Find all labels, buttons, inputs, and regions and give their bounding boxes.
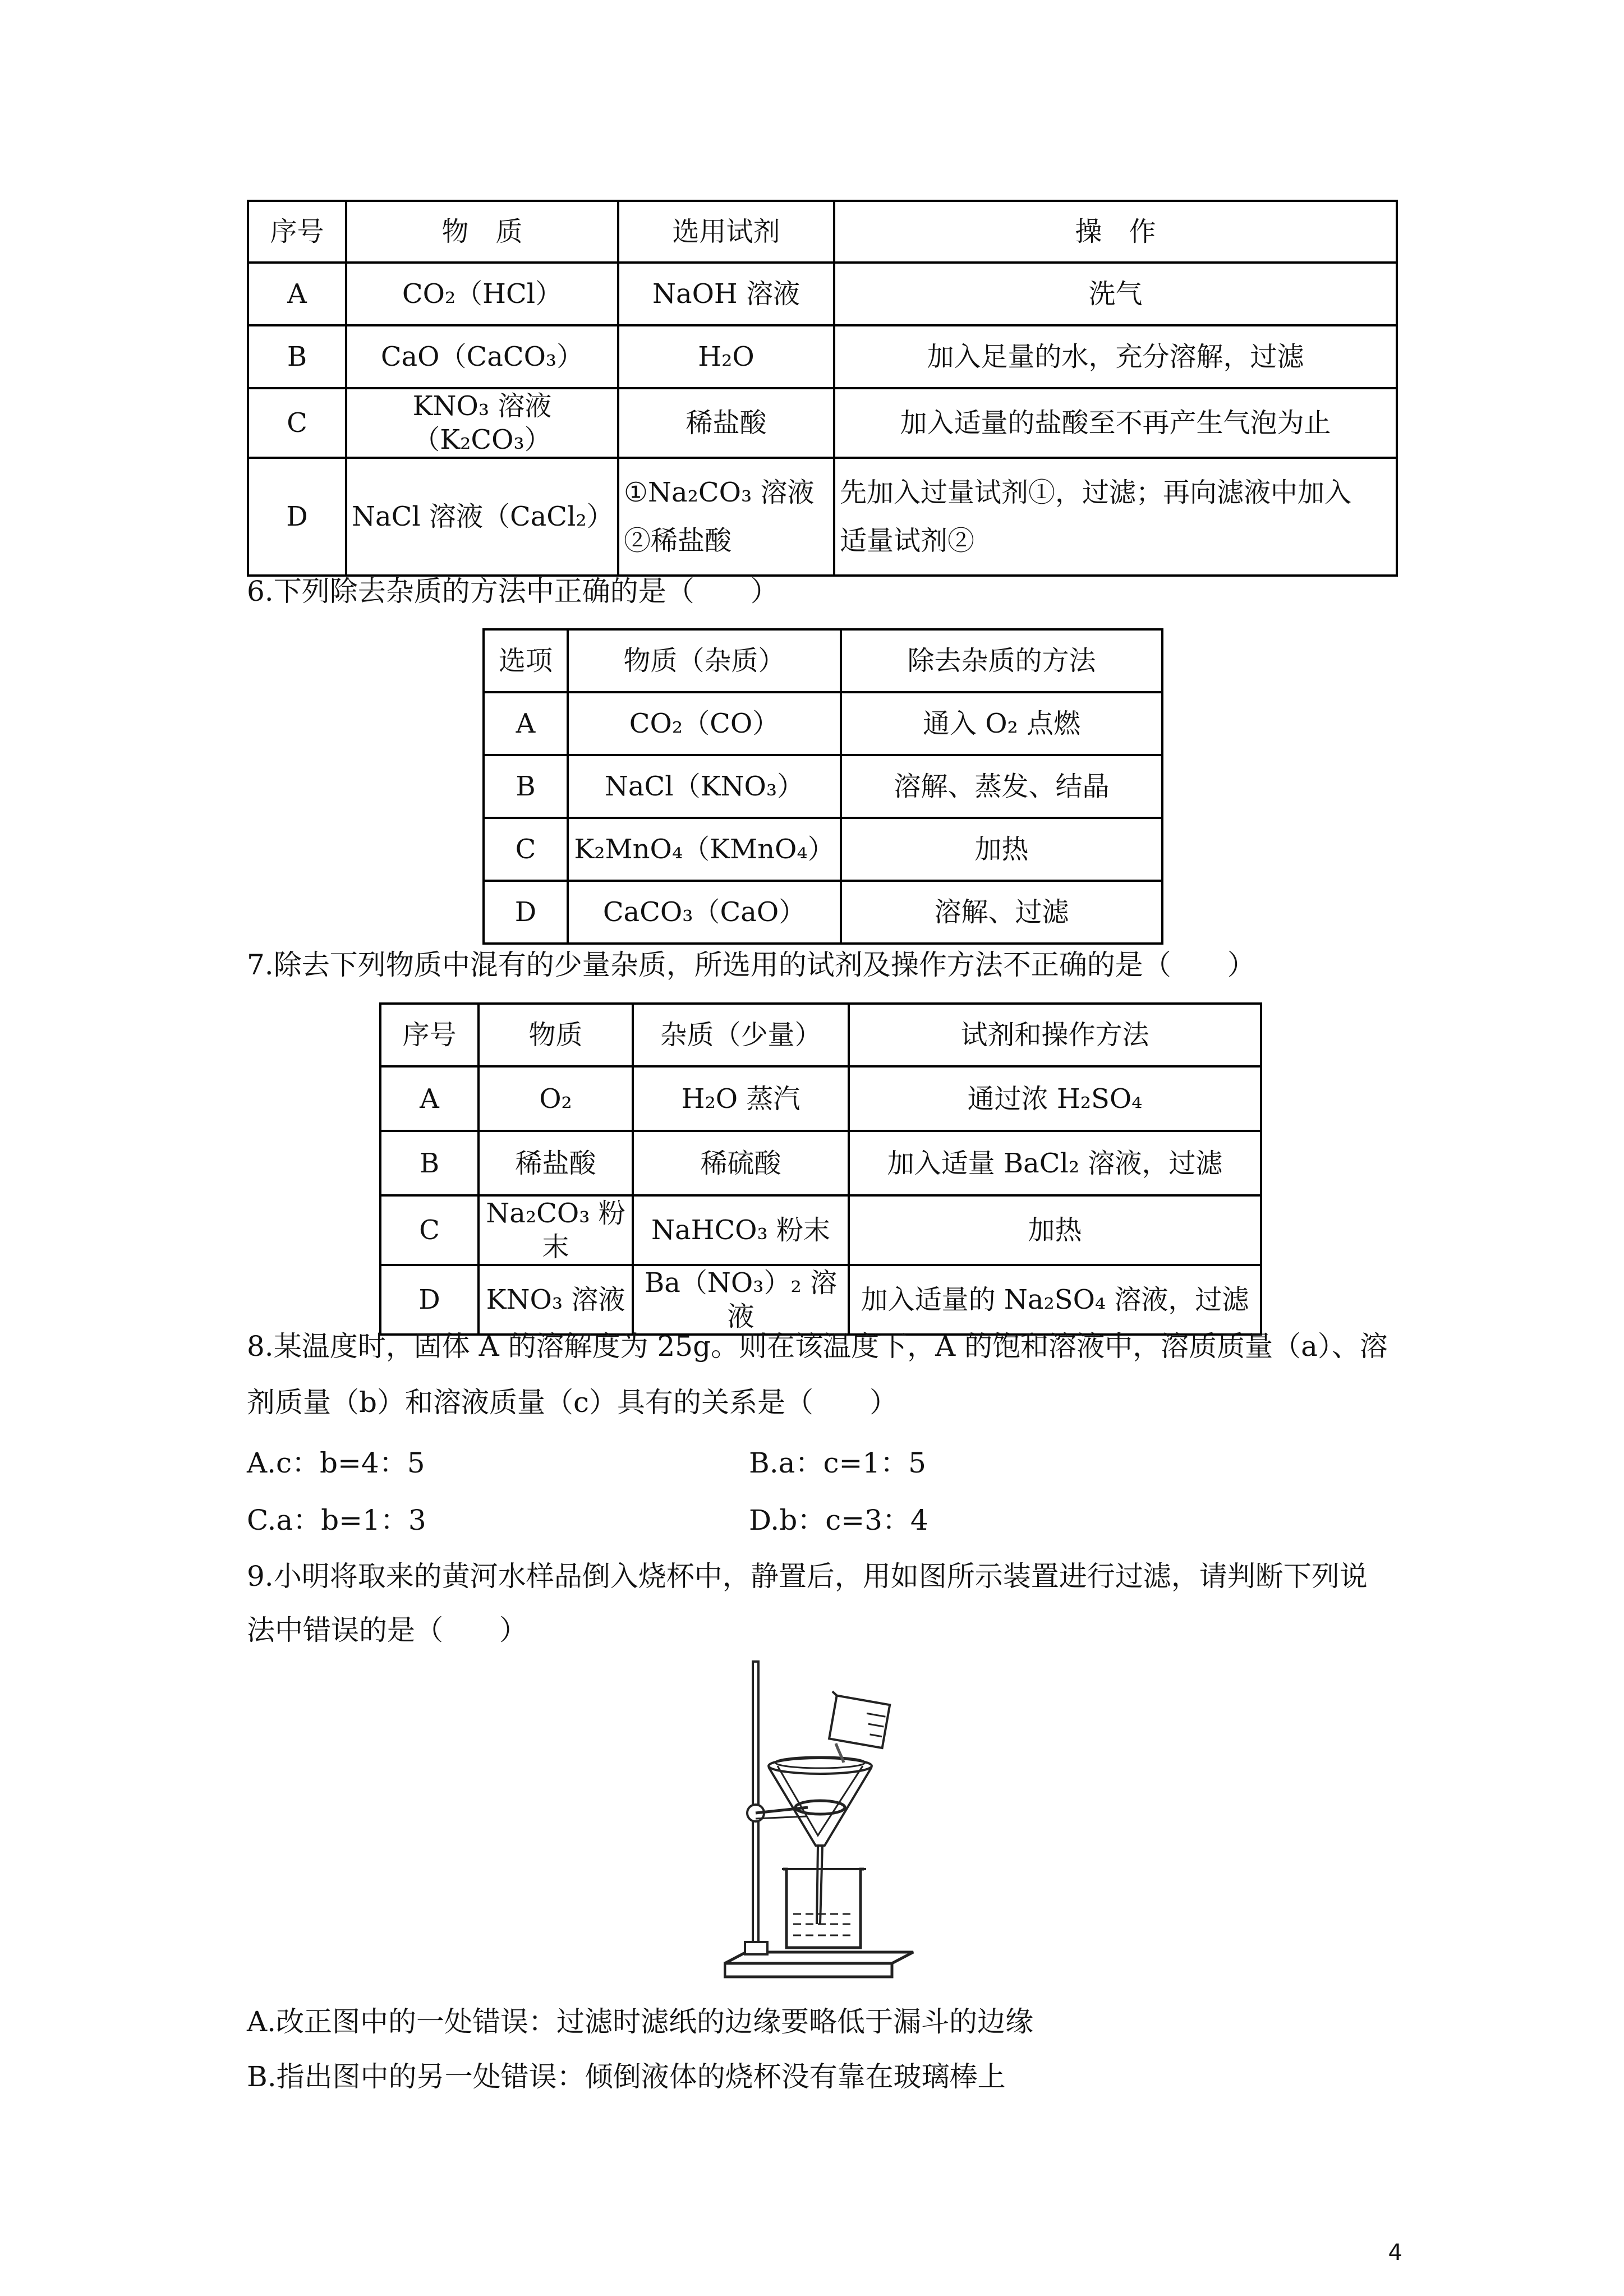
question-6-stem: 6.下列除去杂质的方法中正确的是（ ） <box>247 575 779 608</box>
option-id: D <box>484 881 568 944</box>
row-id: C <box>248 388 346 458</box>
question-7-stem: 7.除去下列物质中混有的少量杂质，所选用的试剂及操作方法不正确的是（ ） <box>247 949 1255 981</box>
table-row <box>380 1195 1261 1265</box>
operation-cell: 加入适量的盐酸至不再产生气泡为止 <box>834 388 1397 458</box>
table-row <box>484 881 1162 944</box>
question-8-stem-line1: 8.某温度时，固体 A 的溶解度为 25g。则在该温度下，A 的饱和溶液中，溶质质量（a）、溶 <box>247 1330 1388 1363</box>
substance-cell: 稀盐酸 <box>479 1131 633 1195</box>
funnel-stem-inner <box>820 1846 822 1924</box>
table-row <box>484 755 1162 818</box>
header-cell: 物质 <box>479 1004 633 1066</box>
option-id: C <box>484 818 568 881</box>
table-row <box>248 388 1397 458</box>
question-9-stem-line1: 9.小明将取来的黄河水样品倒入烧杯中，静置后，用如图所示装置进行过滤，请判断下列说 <box>247 1560 1368 1593</box>
table-row <box>248 458 1397 576</box>
option-d: D.b：c=3：4 <box>749 1504 928 1536</box>
substance-cell: O₂ <box>479 1066 633 1131</box>
substance-cell: CaO（CaCO₃） <box>346 325 618 388</box>
reagent-line: ②稀盐酸 <box>624 525 732 556</box>
operation-line: 适量试剂② <box>840 525 975 556</box>
substance-cell: KNO₃ 溶液 <box>479 1265 633 1335</box>
header-cell: 序号 <box>380 1004 479 1066</box>
reagent-cell: 稀盐酸 <box>618 388 834 458</box>
row-id: C <box>380 1195 479 1265</box>
option-b: B.a：c=1：5 <box>749 1447 926 1479</box>
question-7-table <box>379 1002 1262 1336</box>
method-cell: 通入 O₂ 点燃 <box>841 692 1162 755</box>
page-number: 4 <box>1388 2240 1402 2266</box>
reagent-cell: H₂O <box>618 325 834 388</box>
method-cell: 加热 <box>841 818 1162 881</box>
question-9-option-b: B.指出图中的另一处错误：倾倒液体的烧杯没有靠在玻璃棒上 <box>247 2060 1006 2093</box>
row-id: D <box>380 1265 479 1335</box>
funnel-cone <box>769 1767 872 1846</box>
stand-base-front <box>725 1963 892 1977</box>
table-row <box>484 692 1162 755</box>
option-id: B <box>484 755 568 818</box>
question-6-table <box>482 628 1163 945</box>
table-row <box>484 818 1162 881</box>
table-header-row <box>380 1004 1261 1066</box>
reagent-cell <box>618 458 834 576</box>
header-cell: 试剂和操作方法 <box>849 1004 1261 1066</box>
substance-cell: NaCl 溶液（CaCl₂） <box>346 458 618 576</box>
option-c: C.a：b=1：3 <box>247 1504 426 1536</box>
header-cell: 杂质（少量） <box>633 1004 849 1066</box>
header-cell: 序号 <box>248 201 346 263</box>
method-cell: 加入适量的 Na₂SO₄ 溶液，过滤 <box>849 1265 1261 1335</box>
method-cell: 溶解、蒸发、结晶 <box>841 755 1162 818</box>
method-cell: 溶解、过滤 <box>841 881 1162 944</box>
pouring-beaker <box>824 1691 890 1748</box>
header-cell: 选用试剂 <box>618 201 834 263</box>
substance-cell: K₂MnO₄（KMnO₄） <box>568 818 841 881</box>
funnel-stem <box>817 1846 818 1924</box>
filtration-apparatus-figure <box>724 1660 914 1981</box>
table-header-row <box>248 201 1397 263</box>
operation-cell: 洗气 <box>834 263 1397 325</box>
substance-cell: Na₂CO₃ 粉末 <box>479 1195 633 1265</box>
impurity-cell: Ba（NO₃）₂ 溶液 <box>633 1265 849 1335</box>
stand-foot <box>745 1942 767 1954</box>
table-row <box>380 1265 1261 1335</box>
operation-cell: 加入足量的水，充分溶解，过滤 <box>834 325 1397 388</box>
row-id: D <box>248 458 346 576</box>
header-cell: 选项 <box>484 629 568 692</box>
header-cell: 除去杂质的方法 <box>841 629 1162 692</box>
option-id: A <box>484 692 568 755</box>
table-row <box>248 325 1397 388</box>
row-id: A <box>380 1066 479 1131</box>
row-id: B <box>248 325 346 388</box>
table-row <box>248 263 1397 325</box>
impurity-cell: NaHCO₃ 粉末 <box>633 1195 849 1265</box>
impurity-cell: 稀硫酸 <box>633 1131 849 1195</box>
method-cell: 加入适量 BaCl₂ 溶液，过滤 <box>849 1131 1261 1195</box>
table-row <box>380 1066 1261 1131</box>
question-9-option-a: A.改正图中的一处错误：过滤时滤纸的边缘要略低于漏斗的边缘 <box>247 2005 1034 2038</box>
reagent-cell: NaOH 溶液 <box>618 263 834 325</box>
question-9-stem-line2: 法中错误的是（ ） <box>247 1614 527 1646</box>
operation-line: 先加入过量试剂①，过滤；再向滤液中加入 <box>840 477 1352 508</box>
header-cell: 操 作 <box>834 201 1397 263</box>
reagent-table <box>247 200 1398 577</box>
method-cell: 通过浓 H₂SO₄ <box>849 1066 1261 1131</box>
header-cell: 物 质 <box>346 201 618 263</box>
impurity-cell: H₂O 蒸汽 <box>633 1066 849 1131</box>
row-id: A <box>248 263 346 325</box>
substance-cell: CO₂（HCl） <box>346 263 618 325</box>
reagent-line: ①Na₂CO₃ 溶液 <box>624 477 815 508</box>
table-row <box>380 1131 1261 1195</box>
substance-cell: CO₂（CO） <box>568 692 841 755</box>
substance-cell: CaCO₃（CaO） <box>568 881 841 944</box>
substance-cell: KNO₃ 溶液（K₂CO₃） <box>346 388 618 458</box>
table-header-row <box>484 629 1162 692</box>
header-cell: 物质（杂质） <box>568 629 841 692</box>
method-cell: 加热 <box>849 1195 1261 1265</box>
operation-cell <box>834 458 1397 576</box>
row-id: B <box>380 1131 479 1195</box>
substance-cell: NaCl（KNO₃） <box>568 755 841 818</box>
question-8-stem-line2: 剂质量（b）和溶液质量（c）具有的关系是（ ） <box>247 1386 898 1419</box>
option-a: A.c：b=4：5 <box>247 1447 425 1479</box>
